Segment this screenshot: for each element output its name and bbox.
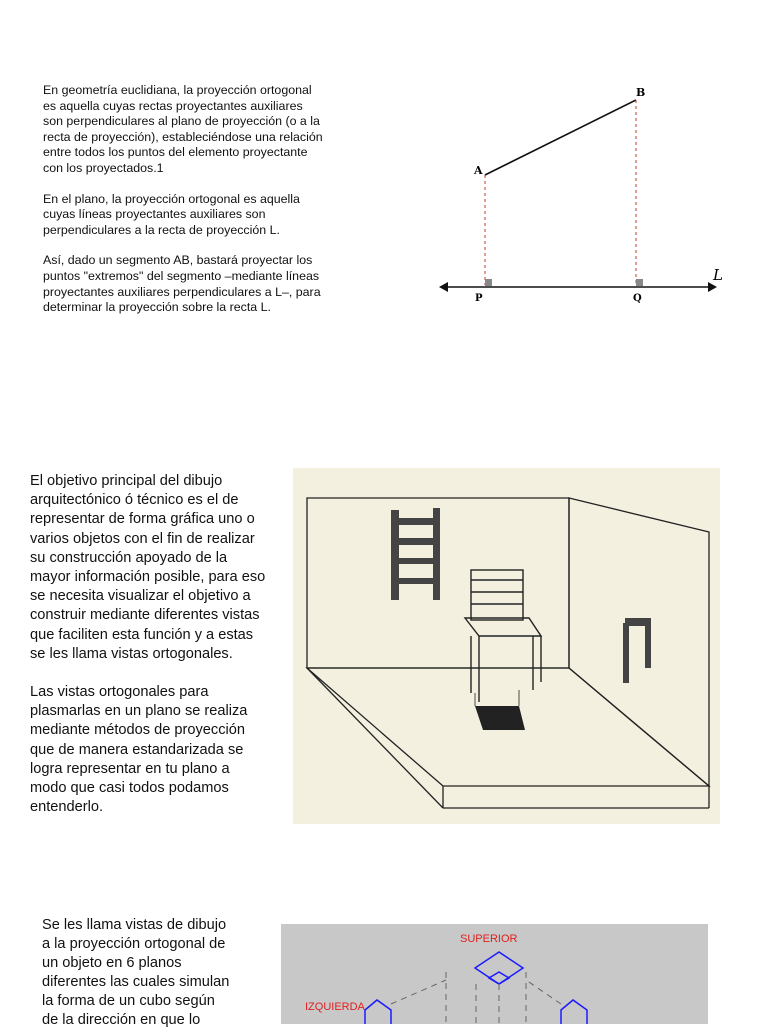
label-q: Q bbox=[633, 293, 642, 304]
paragraph: Así, dado un segmento AB, bastará proyectar los puntos "extremos" del segmento –mediante líneas proyectantes auxiliares perpendiculares a L–, para determinar la proyección sobre la recta L. bbox=[43, 253, 321, 315]
paragraph: En el plano, la proyección ortogonal es aquella cuyas líneas proyectantes auxiliares son perpendiculares a la recta de proyección L. bbox=[43, 191, 300, 237]
paragraph: En geometría euclidiana, la proyección ortogonal es aquella cuyas rectas proyectantes auxiliares son perpendiculares al plano de proyección (o a la recta de proyección), estableciéndose una relación entre todos los puntos del elemento proyectante con los proyectados.1 bbox=[43, 83, 323, 175]
label-a: A bbox=[474, 164, 483, 177]
chair-projection-figure bbox=[293, 468, 720, 824]
paragraph: El objetivo principal del dibujo arquitectónico ó técnico es el de representar de forma gráfica uno o varios objetos con el fin de realizar su construcción apoyado de la mayor información posible, para eso se necesita visualizar el objetivo a construir mediante diferentes vistas que faciliten esta función y a estas se les llama vistas ortogonales. bbox=[30, 473, 266, 662]
paragraph: Las vistas ortogonales para plasmarlas en un plano se realiza mediante métodos de proyección que de manera estandarizada se logra representar en tu plano a modo que casi todos podamos entenderlo. bbox=[30, 684, 248, 816]
label-l: L bbox=[713, 266, 723, 284]
section-projection-definition bbox=[43, 83, 383, 316]
label-superior: SUPERIOR bbox=[460, 933, 518, 945]
label-b: B bbox=[636, 86, 646, 99]
section-architectural-drawing bbox=[30, 472, 292, 817]
figure-background bbox=[293, 468, 720, 824]
projection-diagram bbox=[425, 80, 730, 320]
arrow-left-icon bbox=[439, 282, 448, 292]
section-drawing-views bbox=[42, 916, 262, 1030]
segment-ab bbox=[485, 100, 636, 175]
right-angle-marker-p bbox=[485, 279, 492, 286]
right-angle-marker-q bbox=[636, 279, 643, 286]
floor-projection bbox=[475, 706, 525, 730]
label-p: P bbox=[475, 293, 483, 304]
label-izquierda: IZQUIERDA bbox=[305, 1001, 365, 1013]
paragraph: Se les llama vistas de dibujo a la proyección ortogonal de un objeto en 6 planos diferentes las cuales simulan la forma de un cubo según de la dirección en que lo bbox=[42, 917, 230, 1028]
cube-views-figure bbox=[281, 924, 708, 1024]
